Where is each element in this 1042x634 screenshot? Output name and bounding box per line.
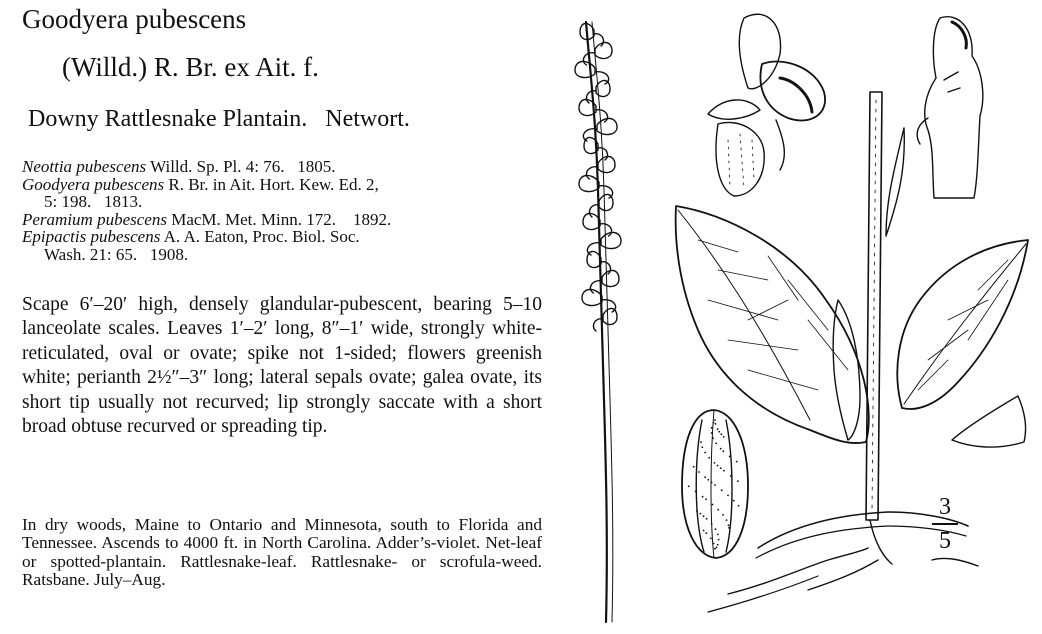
- synonym-name: Neottia pubescens: [22, 157, 147, 176]
- capsule-stipple: [711, 427, 713, 429]
- capsule-stipple: [718, 539, 720, 541]
- plant-illustration: [548, 0, 1042, 634]
- scale-fraction: [928, 494, 962, 554]
- capsule-stipple: [717, 465, 719, 467]
- capsule-stipple: [730, 475, 732, 477]
- capsule-stipple: [738, 505, 740, 507]
- capsule-stipple: [716, 547, 718, 549]
- capsule-stipple: [695, 491, 697, 493]
- synonym-entry: [22, 158, 542, 176]
- leaf-vein: [968, 280, 1008, 340]
- capsule-stipple: [711, 523, 713, 525]
- capsule-stipple: [688, 485, 690, 487]
- capsule-stipple: [714, 484, 716, 486]
- floret-shape: [603, 308, 617, 324]
- capsule-stipple: [720, 433, 722, 435]
- synonym-name: Goodyera pubescens: [22, 174, 165, 194]
- synonym-continuation: 5: 198. 1813.: [44, 192, 143, 211]
- synonymy-block: [22, 158, 542, 263]
- capsule-stipple: [736, 461, 738, 463]
- capsule-stipple: [701, 446, 703, 448]
- leaf-rosette-drawing: [676, 206, 1028, 447]
- scape-fragment-drawing: [866, 92, 904, 520]
- synonym-name: Epipactis pubescens: [22, 227, 161, 246]
- capsule-stipple: [704, 476, 706, 478]
- capsule-stipple: [733, 500, 735, 502]
- capsule-stipple: [713, 543, 715, 545]
- capsule-stipple: [706, 518, 708, 520]
- leaf-vein: [978, 260, 1008, 290]
- capsule-stipple: [723, 470, 725, 472]
- habitat-paragraph: In dry woods, Maine to Ontario and Minnesota, south to Florida and Tennessee. Ascends to 4000 ft. in North Carolina. Adder’s-violet. Net-leaf or spotted-plantain. Rattlesnake-leaf. Rattlesnake- or scrofula-weed. Ratsbane. July–Aug.: [22, 515, 542, 590]
- capsule-stipple: [702, 496, 704, 498]
- capsule-stipple: [728, 527, 730, 529]
- leaf-vein: [698, 240, 738, 252]
- synonym-citation: Willd. Sp. Pl. 4: 76. 1805.: [146, 157, 336, 176]
- capsule-stipple: [713, 422, 715, 424]
- floret-shape: [601, 232, 621, 248]
- capsule-stipple: [737, 480, 739, 482]
- flower-detail-drawing: [708, 14, 825, 196]
- floret-shape: [602, 270, 619, 286]
- common-names: Downy Rattlesnake Plantain. Networt.: [28, 106, 410, 132]
- flower-spike-drawing: [575, 22, 621, 622]
- capsule-stipple: [721, 489, 723, 491]
- synonym-entry: [22, 176, 542, 194]
- synonym-citation: R. Br. in Ait. Hort. Kew. Ed. 2,: [164, 174, 379, 194]
- leaf-vein: [748, 370, 818, 390]
- capsule-stipple: [714, 548, 716, 550]
- capsule-stipple: [720, 448, 722, 450]
- leaf-vein: [808, 320, 848, 370]
- capsule-stipple: [726, 519, 728, 521]
- capsule-stipple: [718, 431, 720, 433]
- capsule-stipple: [711, 432, 713, 434]
- scientific-name: Goodyera pubescens: [22, 4, 247, 34]
- capsule-stipple: [717, 544, 719, 546]
- capsule-stipple: [728, 524, 730, 526]
- capsule-stipple: [729, 456, 731, 458]
- fraction-bar: [932, 523, 958, 525]
- floret-shape: [599, 194, 613, 210]
- capsule-stipple: [727, 495, 729, 497]
- capsule-stipple: [710, 537, 712, 539]
- floret-bract: [602, 300, 616, 312]
- capsule-stipple: [703, 530, 705, 532]
- capsule-stipple: [705, 532, 707, 534]
- synonym-name: Peramium pubescens: [22, 209, 167, 229]
- floret-shape: [595, 42, 612, 58]
- scale-denominator: 5: [939, 528, 951, 554]
- capsule-stipple: [711, 482, 713, 484]
- capsule-stipple: [699, 513, 701, 515]
- capsule-stipple: [704, 452, 706, 454]
- capsule-stipple: [714, 419, 716, 421]
- authority: (Willd.) R. Br. ex Ait. f.: [62, 52, 319, 82]
- capsule-stipple: [717, 509, 719, 511]
- capsule-stipple: [715, 423, 717, 425]
- capsule-stipple: [723, 436, 725, 438]
- synonym-entry: [22, 228, 542, 246]
- leaf-vein: [788, 280, 828, 330]
- capsule-stipple: [717, 534, 719, 536]
- leaf-vein: [928, 330, 968, 360]
- capsule-stipple: [715, 443, 717, 445]
- synonym-citation: MacM. Met. Minn. 172. 1892.: [166, 209, 392, 229]
- capsule-stipple: [717, 428, 719, 430]
- scale-numerator: 3: [939, 494, 951, 520]
- capsule-stipple: [705, 498, 707, 500]
- capsule-stipple: [700, 441, 702, 443]
- capsule-stipple: [698, 471, 700, 473]
- capsule-stipple: [693, 466, 695, 468]
- description-paragraph: Scape 6′–20′ high, densely glandular-pubescent, bearing 5–10 lanceolate scales. Leaves 1′–2′ long, 8″–1′ wide, strongly white-reticulated, oval or ovate; spike not 1-sided; flowers greenish white; perianth 2½″–3″ long; lateral sepals ovate; galea ovate, its short tip usually not recurved; lip strongly saccate with a short broad obtuse recurved or spreading tip.: [22, 294, 542, 438]
- capsule-stipple: [696, 510, 698, 512]
- column-detail-drawing: [917, 17, 983, 198]
- synonym-continuation: Wash. 21: 65. 1908.: [44, 244, 189, 264]
- capsule-stipple: [714, 462, 716, 464]
- capsule-stipple: [720, 467, 722, 469]
- capsule-stipple: [712, 504, 714, 506]
- synonym-citation: A. A. Eaton, Proc. Biol. Soc.: [160, 227, 360, 246]
- capsule-drawing: [682, 410, 748, 558]
- capsule-stipple: [708, 457, 710, 459]
- leaf-vein: [728, 340, 798, 350]
- capsule-stipple: [703, 515, 705, 517]
- capsule-stipple: [707, 479, 709, 481]
- leaf-vein: [918, 360, 948, 390]
- capsule-stipple: [715, 528, 717, 530]
- capsule-stipple: [722, 514, 724, 516]
- synonym-entry: [22, 211, 542, 229]
- capsule-stipple: [712, 437, 714, 439]
- capsule-stipple: [723, 450, 725, 452]
